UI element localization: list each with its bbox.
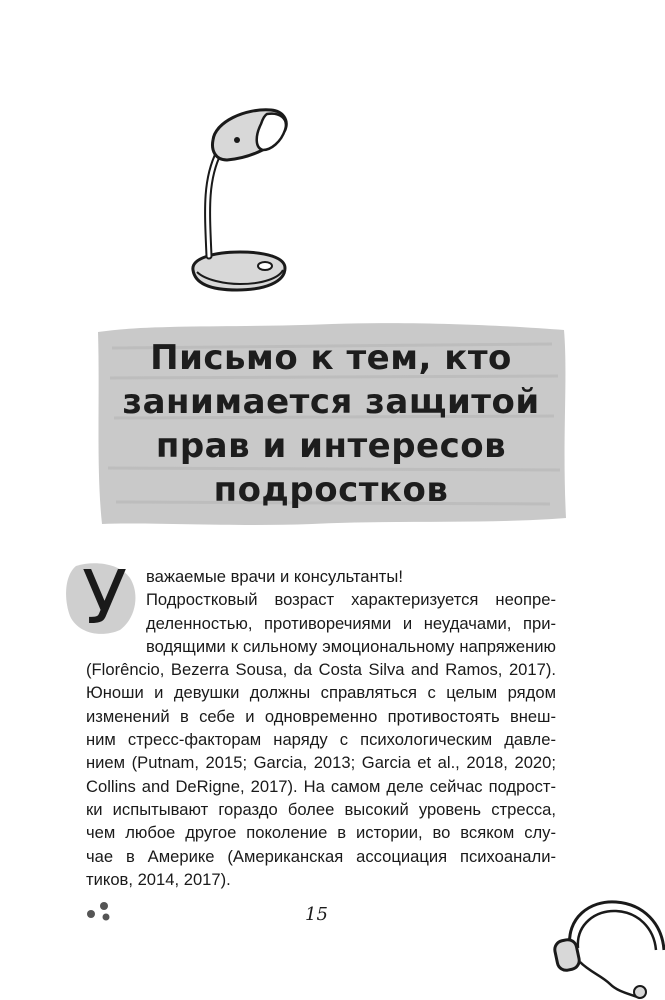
desk-lamp-icon bbox=[185, 100, 295, 300]
title-line: занимается защитой bbox=[122, 382, 540, 422]
dropcap-letter: У bbox=[82, 555, 128, 641]
text-line: нием (Putnam, 2015; Garcia, 2013; Garcia et al., 2018, 2020; bbox=[86, 753, 556, 773]
title-line: подростков bbox=[213, 470, 449, 510]
text-line: деленностью, противоречиями и неудачами, при- bbox=[146, 613, 556, 633]
text-line: (Florêncio, Bezerra Sousa, da Costa Silva and Ramos, 2017). bbox=[86, 660, 556, 680]
text-line: Юноши и девушки должны справляться с целым рядом bbox=[86, 683, 556, 703]
title-line: Письмо к тем, кто bbox=[150, 338, 512, 378]
body-text bbox=[86, 565, 556, 891]
dots-decoration-icon bbox=[86, 900, 114, 922]
title-band bbox=[92, 318, 570, 530]
page-title bbox=[92, 336, 570, 512]
text-line: чае в Америке (Американская ассоциация психоанали- bbox=[86, 846, 556, 866]
text-line: важаемые врачи и консультанты! bbox=[146, 567, 403, 586]
text-line: ки испытывают гораздо более высокий уровень стресса, bbox=[86, 799, 556, 819]
text-line: тиков, 2014, 2017). bbox=[86, 869, 231, 889]
page-number: 15 bbox=[305, 904, 328, 925]
text-line: чем любое другое поколение в истории, во всяком слу- bbox=[86, 823, 556, 843]
title-line: прав и интересов bbox=[155, 426, 507, 466]
text-line: водящими к сильному эмоциональному напряжению bbox=[146, 636, 556, 656]
text-line: Подростковый возраст характеризуется неопре- bbox=[146, 590, 556, 610]
text-line: Collins and DeRigne, 2017). На самом деле сейчас подрост- bbox=[86, 776, 556, 796]
headphones-icon bbox=[540, 888, 665, 1000]
text-line: изменений в себе и одновременно противостоять внеш- bbox=[86, 706, 556, 726]
text-line: ним стресс-факторам наряду с психологическим давле- bbox=[86, 730, 556, 750]
